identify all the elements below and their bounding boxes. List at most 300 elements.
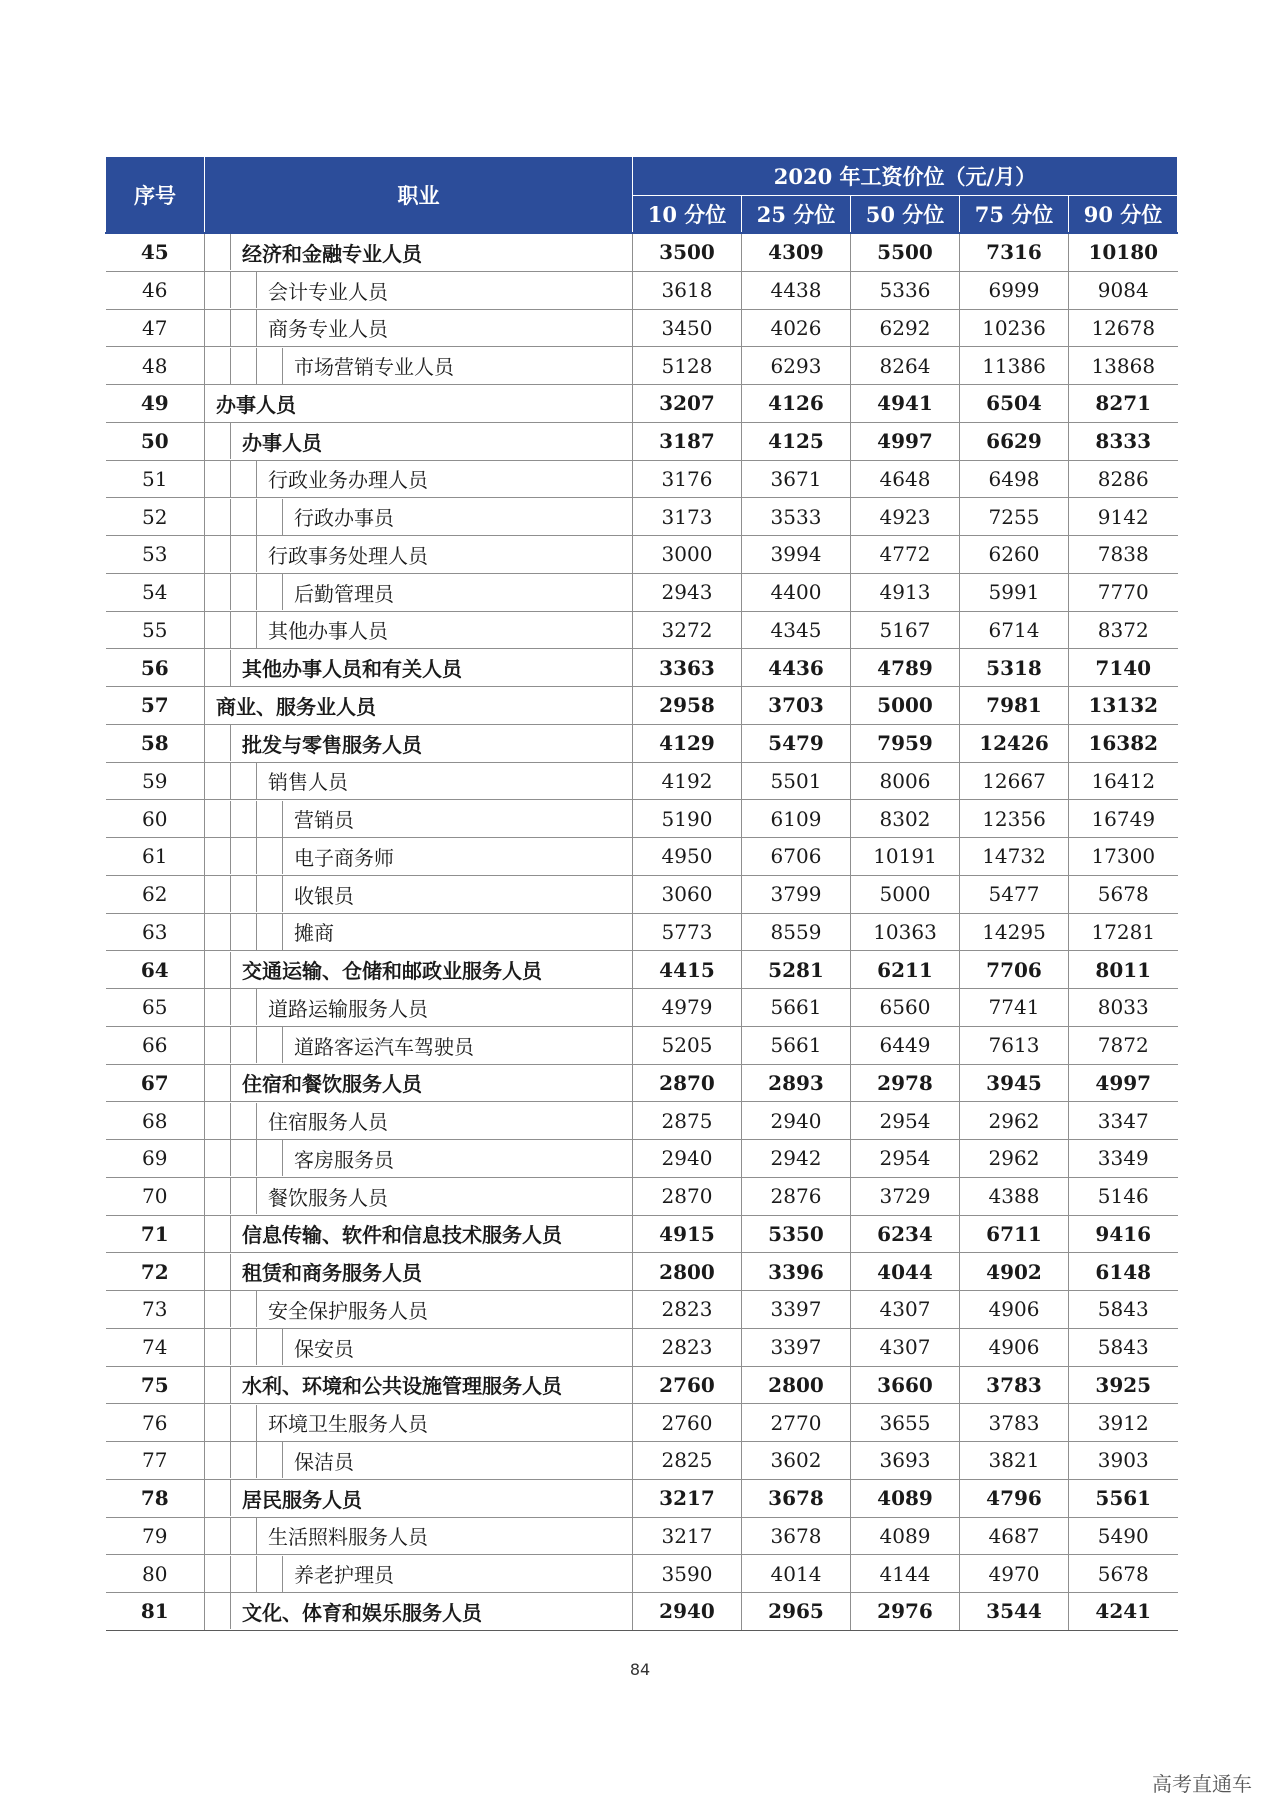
occupation-name: 摊商: [294, 921, 334, 946]
wage-value: 17300: [1069, 838, 1178, 876]
table-row: [106, 1253, 1178, 1291]
row-seq: 73: [106, 1291, 205, 1329]
wage-value: 5661: [742, 1026, 851, 1064]
hierarchy-indent: [205, 1518, 231, 1554]
row-occupation: [205, 233, 633, 271]
occupation-name: 批发与零售服务人员: [242, 732, 422, 757]
wage-value: 4923: [851, 498, 960, 536]
row-occupation: [205, 649, 633, 687]
page-number: 84: [629, 1660, 651, 1679]
hierarchy-indent: [231, 1291, 257, 1327]
wage-value: 5661: [742, 989, 851, 1027]
wage-value: 4436: [742, 649, 851, 687]
wage-value: 6449: [851, 1026, 960, 1064]
occupation-name: 水利、环境和公共设施管理服务人员: [242, 1374, 562, 1399]
wage-value: 4345: [742, 611, 851, 649]
hierarchy-indent: [231, 876, 257, 912]
occupation-name: 租赁和商务服务人员: [242, 1261, 422, 1286]
table-row: [106, 1102, 1178, 1140]
table-row: [106, 498, 1178, 536]
wage-value: 4906: [960, 1328, 1069, 1366]
wage-value: 5000: [851, 875, 960, 913]
wage-value: 7255: [960, 498, 1069, 536]
row-seq: 74: [106, 1328, 205, 1366]
wage-value: 3450: [633, 309, 742, 347]
row-occupation: [205, 1064, 633, 1102]
wage-value: 5678: [1069, 875, 1178, 913]
row-seq: 58: [106, 724, 205, 762]
wage-value: 2940: [742, 1102, 851, 1140]
hierarchy-indent: [231, 1178, 257, 1214]
wage-value: 14732: [960, 838, 1069, 876]
table-row: [106, 724, 1178, 762]
table-row: [106, 800, 1178, 838]
table-row: [106, 1064, 1178, 1102]
row-seq: 62: [106, 875, 205, 913]
row-seq: 50: [106, 422, 205, 460]
table-row: [106, 1366, 1178, 1404]
table-row: [106, 951, 1178, 989]
wage-value: 4941: [851, 385, 960, 423]
hierarchy-indent: [231, 536, 257, 572]
hierarchy-indent: [205, 1442, 231, 1478]
row-seq: 72: [106, 1253, 205, 1291]
wage-value: 2943: [633, 573, 742, 611]
hierarchy-indent: [231, 499, 257, 535]
wage-value: 3693: [851, 1442, 960, 1480]
wage-value: 3217: [633, 1479, 742, 1517]
occupation-name: 住宿和餐饮服务人员: [242, 1072, 422, 1097]
wage-value: 6711: [960, 1215, 1069, 1253]
hierarchy-indent: [205, 650, 231, 686]
wage-value: 4789: [851, 649, 960, 687]
wage-value: 4126: [742, 385, 851, 423]
wage-value: 10191: [851, 838, 960, 876]
wage-value: 5773: [633, 913, 742, 951]
hierarchy-indent: [205, 952, 231, 988]
wage-value: 6234: [851, 1215, 960, 1253]
wage-value: 7770: [1069, 573, 1178, 611]
wage-value: 5281: [742, 951, 851, 989]
wage-value: 2954: [851, 1140, 960, 1178]
row-seq: 48: [106, 347, 205, 385]
wage-value: 3349: [1069, 1140, 1178, 1178]
hierarchy-indent: [205, 1065, 231, 1101]
hierarchy-indent: [257, 801, 283, 837]
occupation-name: 商务专业人员: [268, 317, 388, 342]
wage-value: 3945: [960, 1064, 1069, 1102]
hierarchy-indent: [205, 1556, 231, 1592]
hierarchy-indent: [205, 1329, 231, 1365]
hierarchy-indent: [257, 914, 283, 950]
table-row: [106, 347, 1178, 385]
table-row: [106, 875, 1178, 913]
wage-value: 8264: [851, 347, 960, 385]
table-row: [106, 573, 1178, 611]
wage-value: 11386: [960, 347, 1069, 385]
wage-value: 2760: [633, 1404, 742, 1442]
wage-value: 4307: [851, 1291, 960, 1329]
occupation-name: 市场营销专业人员: [294, 355, 454, 380]
wage-value: 8011: [1069, 951, 1178, 989]
hierarchy-indent: [205, 1480, 231, 1516]
hierarchy-indent: [205, 348, 231, 384]
wage-value: 3217: [633, 1517, 742, 1555]
wage-value: 8286: [1069, 460, 1178, 498]
row-seq: 71: [106, 1215, 205, 1253]
hierarchy-indent: [205, 1178, 231, 1214]
wage-value: 3590: [633, 1555, 742, 1593]
wage-value: 6109: [742, 800, 851, 838]
percentile-header: 90 分位: [1069, 196, 1178, 234]
hierarchy-indent: [205, 1593, 231, 1629]
table-row: [106, 271, 1178, 309]
row-seq: 60: [106, 800, 205, 838]
hierarchy-indent: [231, 1027, 257, 1063]
occupation-name: 道路客运汽车驾驶员: [294, 1034, 474, 1059]
row-occupation: [205, 1366, 633, 1404]
row-seq: 78: [106, 1479, 205, 1517]
wage-value: 4089: [851, 1479, 960, 1517]
occupation-name: 保安员: [294, 1336, 354, 1361]
wage-value: 3500: [633, 233, 742, 271]
wage-value: 5991: [960, 573, 1069, 611]
wage-value: 7838: [1069, 536, 1178, 574]
wage-value: 12678: [1069, 309, 1178, 347]
wage-value: 6706: [742, 838, 851, 876]
wage-value: 2823: [633, 1291, 742, 1329]
wage-value: 5128: [633, 347, 742, 385]
wage-value: 8302: [851, 800, 960, 838]
hierarchy-indent: [205, 499, 231, 535]
wage-value: 4400: [742, 573, 851, 611]
wage-value: 4125: [742, 422, 851, 460]
wage-value: 3544: [960, 1593, 1069, 1631]
hierarchy-indent: [205, 725, 231, 761]
occupation-name: 餐饮服务人员: [268, 1185, 388, 1210]
table-row: [106, 838, 1178, 876]
wage-value: 4772: [851, 536, 960, 574]
wage-value: 4913: [851, 573, 960, 611]
row-seq: 49: [106, 385, 205, 423]
occupation-name: 安全保护服务人员: [268, 1298, 428, 1323]
row-seq: 75: [106, 1366, 205, 1404]
hierarchy-indent: [231, 763, 257, 799]
row-occupation: [205, 838, 633, 876]
wage-value: 3660: [851, 1366, 960, 1404]
hierarchy-indent: [231, 574, 257, 610]
row-seq: 47: [106, 309, 205, 347]
wage-value: 4902: [960, 1253, 1069, 1291]
row-seq: 80: [106, 1555, 205, 1593]
wage-value: 6999: [960, 271, 1069, 309]
wage-value: 6148: [1069, 1253, 1178, 1291]
wage-value: 4915: [633, 1215, 742, 1253]
wage-value: 4309: [742, 233, 851, 271]
wage-value: 3703: [742, 687, 851, 725]
table-row: [106, 1026, 1178, 1064]
row-occupation: [205, 1177, 633, 1215]
row-seq: 79: [106, 1517, 205, 1555]
row-seq: 56: [106, 649, 205, 687]
occupation-name: 商业、服务业人员: [216, 694, 376, 719]
wage-value: 4997: [851, 422, 960, 460]
occupation-name: 行政办事员: [294, 506, 394, 531]
wage-value: 4687: [960, 1517, 1069, 1555]
wage-value: 10180: [1069, 233, 1178, 271]
row-seq: 55: [106, 611, 205, 649]
hierarchy-indent: [257, 1556, 283, 1592]
wage-value: 3655: [851, 1404, 960, 1442]
row-occupation: [205, 1140, 633, 1178]
wage-value: 7316: [960, 233, 1069, 271]
occupation-name: 道路运输服务人员: [268, 996, 428, 1021]
wage-value: 6211: [851, 951, 960, 989]
wage-value: 2976: [851, 1593, 960, 1631]
hierarchy-indent: [231, 348, 257, 384]
row-occupation: [205, 1026, 633, 1064]
row-occupation: [205, 385, 633, 423]
wage-value: 4970: [960, 1555, 1069, 1593]
wage-value: 3903: [1069, 1442, 1178, 1480]
table-row: [106, 762, 1178, 800]
wage-value: 5561: [1069, 1479, 1178, 1517]
table-row: [106, 1442, 1178, 1480]
row-seq: 64: [106, 951, 205, 989]
hierarchy-indent: [231, 310, 257, 346]
row-occupation: [205, 724, 633, 762]
wage-value: 2962: [960, 1102, 1069, 1140]
hierarchy-indent: [205, 310, 231, 346]
wage-value: 3678: [742, 1517, 851, 1555]
wage-value: 4388: [960, 1177, 1069, 1215]
wage-value: 4241: [1069, 1593, 1178, 1631]
occupation-name: 信息传输、软件和信息技术服务人员: [242, 1223, 562, 1248]
table-row: [106, 536, 1178, 574]
row-occupation: [205, 422, 633, 460]
hierarchy-indent: [257, 348, 283, 384]
row-occupation: [205, 1555, 633, 1593]
table-row: [106, 385, 1178, 423]
wage-value: 16749: [1069, 800, 1178, 838]
wage-value: 17281: [1069, 913, 1178, 951]
wage-value: 3000: [633, 536, 742, 574]
wage-value: 3925: [1069, 1366, 1178, 1404]
wage-value: 2823: [633, 1328, 742, 1366]
hierarchy-indent: [257, 574, 283, 610]
table-row: [106, 1328, 1178, 1366]
table-row: [106, 1555, 1178, 1593]
wage-value: 3602: [742, 1442, 851, 1480]
occupation-name: 其他办事人员和有关人员: [242, 657, 462, 682]
table-row: [106, 1404, 1178, 1442]
row-seq: 52: [106, 498, 205, 536]
row-occupation: [205, 1215, 633, 1253]
row-occupation: [205, 536, 633, 574]
wage-value: 4014: [742, 1555, 851, 1593]
table-row: [106, 233, 1178, 271]
wage-value: 5843: [1069, 1328, 1178, 1366]
hierarchy-indent: [231, 838, 257, 874]
wage-value: 3397: [742, 1328, 851, 1366]
hierarchy-indent: [231, 1103, 257, 1139]
wage-value: 4026: [742, 309, 851, 347]
wage-value: 2770: [742, 1404, 851, 1442]
wage-value: 12667: [960, 762, 1069, 800]
row-occupation: [205, 1404, 633, 1442]
row-seq: 70: [106, 1177, 205, 1215]
row-seq: 67: [106, 1064, 205, 1102]
occupation-name: 办事人员: [216, 392, 296, 417]
wage-value: 5490: [1069, 1517, 1178, 1555]
wage-value: 4950: [633, 838, 742, 876]
row-seq: 61: [106, 838, 205, 876]
wage-value: 2875: [633, 1102, 742, 1140]
table-row: [106, 1140, 1178, 1178]
hierarchy-indent: [205, 838, 231, 874]
wage-value: 6293: [742, 347, 851, 385]
row-seq: 77: [106, 1442, 205, 1480]
occupation-name: 收银员: [294, 883, 354, 908]
hierarchy-indent: [205, 1291, 231, 1327]
wage-value: 3678: [742, 1479, 851, 1517]
hierarchy-indent: [205, 1367, 231, 1403]
table-row: [106, 1177, 1178, 1215]
wage-value: 13868: [1069, 347, 1178, 385]
wage-value: 3347: [1069, 1102, 1178, 1140]
wage-value: 12356: [960, 800, 1069, 838]
hierarchy-indent: [205, 876, 231, 912]
wage-value: 8559: [742, 913, 851, 951]
occupation-name: 其他办事人员: [268, 619, 388, 644]
wage-value: 2942: [742, 1140, 851, 1178]
wage-value: 9084: [1069, 271, 1178, 309]
wage-value: 10363: [851, 913, 960, 951]
hierarchy-indent: [257, 1027, 283, 1063]
watermark: 高考直通车: [1152, 1772, 1252, 1796]
percentile-header: 75 分位: [960, 196, 1069, 234]
wage-value: 3396: [742, 1253, 851, 1291]
row-occupation: [205, 271, 633, 309]
wage-value: 2954: [851, 1102, 960, 1140]
wage-value: 3363: [633, 649, 742, 687]
wage-value: 7872: [1069, 1026, 1178, 1064]
hierarchy-indent: [231, 914, 257, 950]
hierarchy-indent: [205, 1103, 231, 1139]
row-occupation: [205, 913, 633, 951]
occupation-name: 会计专业人员: [268, 279, 388, 304]
occupation-name: 后勤管理员: [294, 581, 394, 606]
occupation-name: 电子商务师: [294, 845, 394, 870]
row-occupation: [205, 1102, 633, 1140]
hierarchy-indent: [205, 1140, 231, 1176]
wage-value: 6504: [960, 385, 1069, 423]
wage-value: 2940: [633, 1593, 742, 1631]
table-row: [106, 309, 1178, 347]
percentile-header: 10 分位: [633, 196, 742, 234]
row-seq: 45: [106, 233, 205, 271]
row-occupation: [205, 989, 633, 1027]
wage-value: 4089: [851, 1517, 960, 1555]
wage-value: 3173: [633, 498, 742, 536]
wage-value: 7959: [851, 724, 960, 762]
wage-value: 5190: [633, 800, 742, 838]
hierarchy-indent: [257, 838, 283, 874]
wage-value: 3799: [742, 875, 851, 913]
wage-value: 8006: [851, 762, 960, 800]
seq-header: 序号: [106, 157, 205, 234]
wage-value: 2876: [742, 1177, 851, 1215]
wage-value: 7140: [1069, 649, 1178, 687]
row-seq: 69: [106, 1140, 205, 1178]
occupation-name: 行政事务处理人员: [268, 543, 428, 568]
hierarchy-indent: [205, 272, 231, 308]
wage-value: 2870: [633, 1064, 742, 1102]
hierarchy-indent: [231, 461, 257, 497]
wage-value: 10236: [960, 309, 1069, 347]
occupation-name: 经济和金融专业人员: [242, 241, 422, 266]
row-occupation: [205, 1442, 633, 1480]
occupation-name: 客房服务员: [294, 1147, 394, 1172]
wage-value: 4129: [633, 724, 742, 762]
table-row: [106, 460, 1178, 498]
row-seq: 59: [106, 762, 205, 800]
row-occupation: [205, 460, 633, 498]
occupation-name: 居民服务人员: [242, 1487, 362, 1512]
wage-value: 3187: [633, 422, 742, 460]
wage-value: 2958: [633, 687, 742, 725]
wage-value: 3783: [960, 1366, 1069, 1404]
wage-value: 4415: [633, 951, 742, 989]
occupation-name: 环境卫生服务人员: [268, 1412, 428, 1437]
row-occupation: [205, 1328, 633, 1366]
wage-value: 3272: [633, 611, 742, 649]
hierarchy-indent: [205, 612, 231, 648]
row-seq: 63: [106, 913, 205, 951]
wage-value: 5500: [851, 233, 960, 271]
table-row: [106, 649, 1178, 687]
occupation-header: 职业: [205, 157, 633, 234]
wage-value: 5336: [851, 271, 960, 309]
wage-value: 4307: [851, 1328, 960, 1366]
wage-value: 3397: [742, 1291, 851, 1329]
row-seq: 57: [106, 687, 205, 725]
hierarchy-indent: [231, 989, 257, 1025]
table-row: [106, 611, 1178, 649]
table-row: [106, 1517, 1178, 1555]
wage-value: 4144: [851, 1555, 960, 1593]
hierarchy-indent: [257, 876, 283, 912]
hierarchy-indent: [205, 914, 231, 950]
occupation-name: 养老护理员: [294, 1563, 394, 1588]
hierarchy-indent: [231, 1442, 257, 1478]
table-row: [106, 422, 1178, 460]
table-row: [106, 989, 1178, 1027]
hierarchy-indent: [231, 612, 257, 648]
hierarchy-indent: [205, 763, 231, 799]
wage-value: 4648: [851, 460, 960, 498]
hierarchy-indent: [231, 801, 257, 837]
wage-value: 7706: [960, 951, 1069, 989]
wage-value: 7981: [960, 687, 1069, 725]
wage-value: 4979: [633, 989, 742, 1027]
occupation-name: 营销员: [294, 808, 354, 833]
table-row: [106, 1479, 1178, 1517]
wage-value: 2825: [633, 1442, 742, 1480]
wage-value: 5000: [851, 687, 960, 725]
row-occupation: [205, 611, 633, 649]
wage-value: 13132: [1069, 687, 1178, 725]
